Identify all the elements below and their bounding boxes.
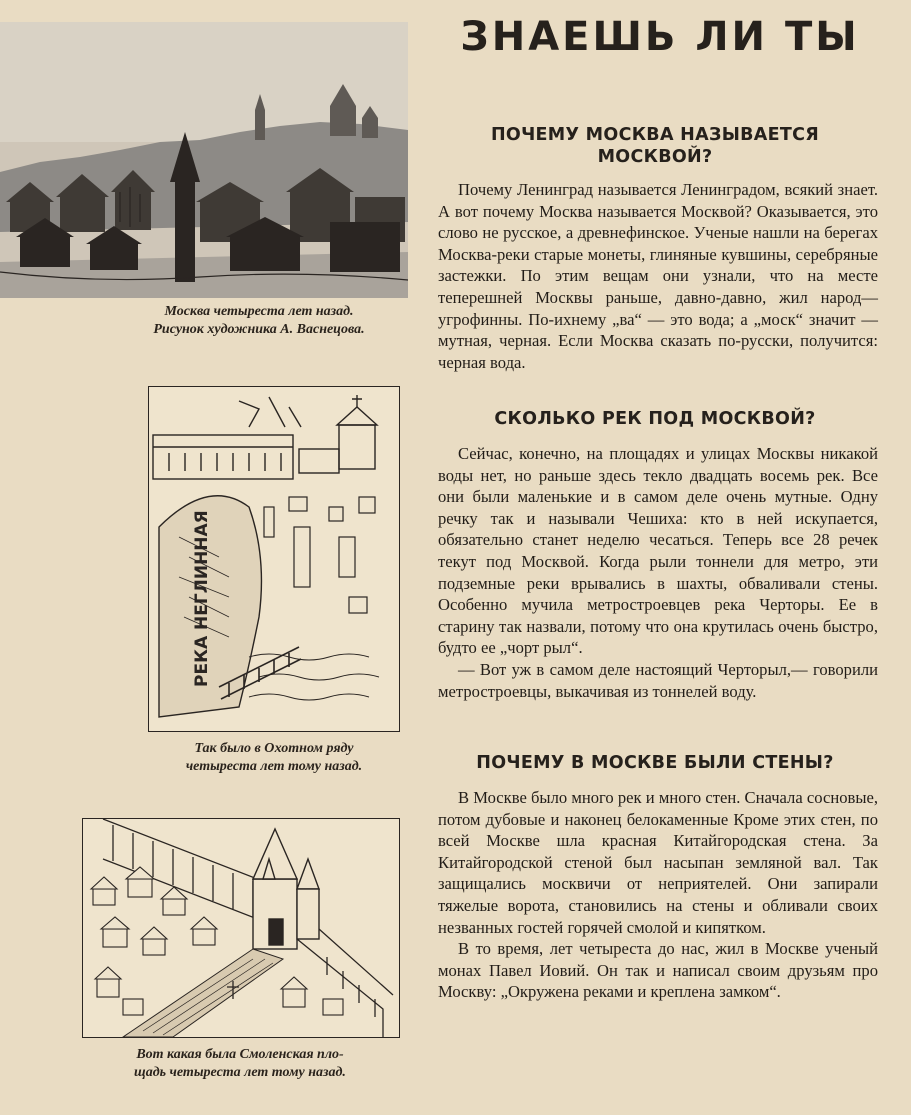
section-3-paragraph-1: В Москве было много рек и много стен. Сначала сосновые, потом дубовые и наконец белокаменные Кроме этих стен, по всей Москве шла красная Китайгородская стена. За Китайгородской стеной был насыпан земляной вал. Так защищались москвичи от неприятелей. Они запирали тяжелые ворота, становились на стены и обливали своих незванных гостей горячей смолой и кипятком. — [438, 788, 878, 937]
section-2-paragraph-1: Сейчас, конечно, на площадях и улицах Москвы никакой воды нет, но раньше здесь текло двадцать восемь рек. Все они были маленькие и в самом деле очень мутные. Одну речку так и называли Чешиха: кто в ней искупается, обязательно станет неделю чесаться. Теперь все 28 речек текут под Москвой. Когда рыли тоннели для метро, эти подземные реки врывались в шахты, обваливали стены. Особенно мучила метростроевцев река Черторы. Ее в старину так назвали, потому что она крутилась очень быстро, будто ее „чорт рыл“. — [438, 444, 878, 658]
page-title: ЗНАЕШЬ ЛИ ТЫ — [460, 14, 860, 60]
figure-3-caption-line-2: щадь четыреста лет тому назад. — [134, 1065, 346, 1080]
figure-1-caption — [110, 303, 408, 339]
figure-old-moscow-illustration — [0, 22, 408, 298]
okhotny-ryad-drawing — [149, 387, 399, 731]
figure-2-caption-line-2: четыреста лет тому назад. — [185, 759, 363, 774]
figure-2-caption — [140, 740, 408, 776]
section-3-paragraph-2: В то время, лет четыреста до нас, жил в Москве ученый монах Павел Иовий. Он так и написал своим друзьям про Москву: „Окружена реками и креплена замком“. — [438, 939, 878, 1002]
section-2-paragraph-2: — Вот уж в самом деле настоящий Черторыл,— говорили метростроевцы, выкачивая из тоннелей воду. — [438, 659, 878, 701]
section-2-heading — [440, 408, 870, 430]
figure-okhotny-ryad-illustration — [148, 386, 400, 732]
figure-3-caption — [82, 1046, 398, 1082]
section-1-body — [438, 179, 878, 373]
section-1-heading-line-1: ПОЧЕМУ МОСКВА НАЗЫВАЕТСЯ — [490, 125, 820, 145]
river-neglinnaya-label: РЕКА НЕГЛИННАЯ — [192, 510, 212, 687]
figure-1-caption-line-1: Москва четыреста лет назад. — [164, 304, 354, 319]
smolenskaya-drawing — [83, 819, 399, 1037]
section-2-heading-line-1: СКОЛЬКО РЕК ПОД МОСКВОЙ? — [494, 409, 816, 429]
figure-3-caption-line-1: Вот какая была Смоленская пло- — [136, 1047, 344, 1062]
figure-2-caption-line-1: Так было в Охотном ряду — [194, 741, 354, 756]
section-1-paragraph-1: Почему Ленинград называется Ленинградом, всякий знает. А вот почему Москва называется Москвой? Оказывается, это слово не русское, а древнефинское. Ученые нашли на берегах Москва-реки старые монеты, глиняные кувшины, серебряные застежки. По этим вещам они узнали, что на месте теперешней Москвы раньше, давно-давно, жил народ—угрофинны. По-ихнему „ва“ — это вода; а „моск“ значит — мутная, черная. Если Москва сказать по-русски, получится: черная вода. — [438, 180, 878, 372]
section-1-heading — [440, 124, 870, 168]
figure-smolenskaya-illustration — [82, 818, 400, 1038]
section-3-heading — [440, 752, 870, 774]
figure-1-caption-line-2: Рисунок художника А. Васнецова. — [153, 322, 365, 337]
section-2-body — [438, 443, 878, 702]
section-1-heading-line-2: МОСКВОЙ? — [597, 147, 713, 167]
section-3-body — [438, 787, 878, 1003]
old-moscow-drawing — [0, 22, 408, 298]
section-3-heading-line-1: ПОЧЕМУ В МОСКВЕ БЫЛИ СТЕНЫ? — [476, 753, 834, 773]
